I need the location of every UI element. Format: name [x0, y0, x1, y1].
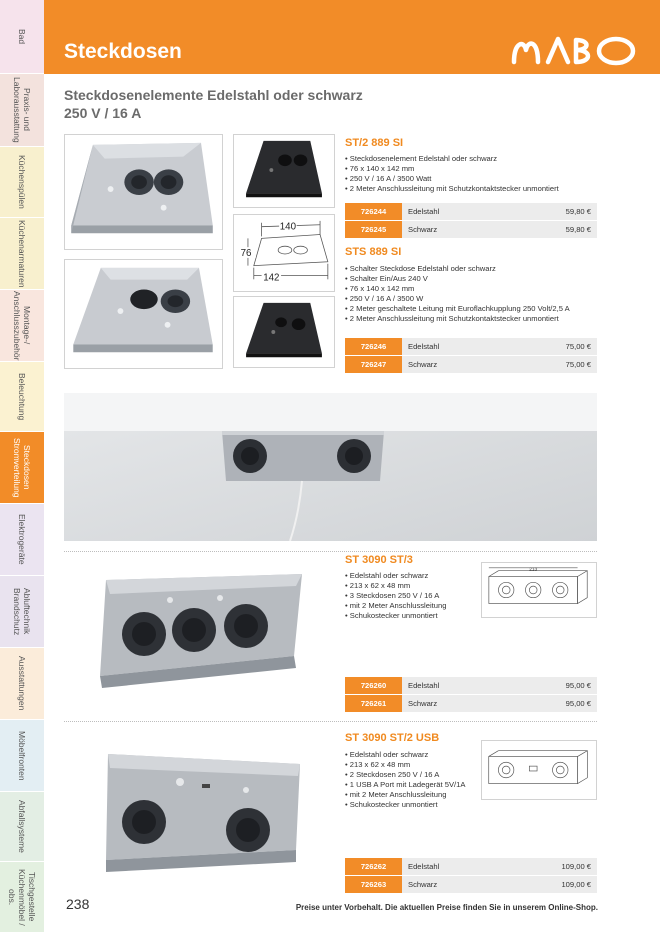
- sidebar-tab-steckdosen[interactable]: [0, 432, 44, 504]
- dim-side-label: 76: [240, 247, 252, 259]
- page-header: [44, 0, 660, 74]
- article-number: 726261: [345, 695, 402, 712]
- article-number: 726247: [345, 356, 402, 373]
- section-title-line2: 250 V / 16 A: [64, 105, 142, 121]
- dim-long-label: 213: [529, 567, 538, 573]
- product-title-st3090-3: ST 3090 ST/3: [345, 554, 413, 566]
- bullet-item: • 2 Steckdosen 250 V / 16 A: [345, 770, 465, 780]
- product-image-sts-schwarz: [233, 296, 335, 368]
- sidebar-tab-label: Abfallsysteme: [17, 800, 27, 853]
- price-value: 59,80 €: [565, 225, 591, 234]
- bullet-item: • Steckdosenelement Edelstahl oder schwarz: [345, 154, 559, 164]
- bullet-item: • 250 V / 16 A / 3500 W: [345, 294, 570, 304]
- price-value: 109,00 €: [561, 880, 591, 889]
- price-row: [345, 858, 597, 875]
- sidebar-tab-labor[interactable]: [0, 74, 44, 147]
- product-bullets-st3090-3: [345, 571, 446, 621]
- price-value: 109,00 €: [561, 862, 591, 871]
- footer-note: Preise unter Vorbehalt. Die aktuellen Preise finden Sie in unserem Online-Shop.: [295, 903, 598, 912]
- price-value: 59,80 €: [565, 207, 591, 216]
- variant-name: Schwarz: [408, 360, 438, 369]
- variant-name: Schwarz: [408, 225, 438, 234]
- installation-photo: [64, 393, 597, 541]
- sidebar-tab-abluft[interactable]: [0, 576, 44, 648]
- bullet-item: • Edelstahl oder schwarz: [345, 750, 465, 760]
- product-image-st2-schwarz: [233, 134, 335, 208]
- section-divider: [64, 721, 597, 722]
- product-bullets-st3090-usb: [345, 750, 465, 810]
- page-number: 238: [66, 896, 90, 912]
- product-title-st2: ST/2 889 SI: [345, 137, 404, 149]
- sidebar-tab-label: Beleuchtung: [17, 372, 27, 421]
- bullet-item: • Schalter Ein/Aus 240 V: [345, 274, 570, 284]
- sidebar-tab-bad[interactable]: [0, 0, 44, 74]
- bullet-item: • 76 x 140 x 142 mm: [345, 284, 570, 294]
- section-divider: [64, 551, 597, 552]
- bullet-item: • 1 USB A Port mit Ladegerät 5V/1A: [345, 780, 465, 790]
- variant-name: Schwarz: [408, 880, 438, 889]
- dimension-drawing-st3090-usb: [481, 740, 597, 800]
- sidebar-tab-label: Tischgestelle Küchenmöbel / obs.: [7, 868, 37, 926]
- price-value: 95,00 €: [565, 699, 591, 708]
- sidebar-tab-beleuchtung[interactable]: [0, 362, 44, 432]
- product-image-st3090-3: [64, 556, 334, 714]
- variant-name: Edelstahl: [408, 342, 440, 351]
- category-sidebar: [0, 0, 44, 933]
- mabo-logo: [510, 32, 640, 66]
- sidebar-tab-montage[interactable]: [0, 290, 44, 362]
- sidebar-tab-kuechenspuelen[interactable]: [0, 147, 44, 218]
- price-value: 95,00 €: [565, 681, 591, 690]
- price-value: 75,00 €: [565, 360, 591, 369]
- sidebar-tab-label: Praxis- und Laborausstattung: [12, 77, 32, 143]
- price-row: [345, 221, 597, 238]
- product-title-st3090-usb: ST 3090 ST/2 USB: [345, 732, 440, 744]
- section-title-line1: Steckdosenelemente Edelstahl oder schwarz: [64, 87, 363, 103]
- sidebar-tab-elektrogeraete[interactable]: [0, 504, 44, 576]
- bullet-item: • 213 x 62 x 48 mm: [345, 581, 446, 591]
- bullet-item: • 2 Meter Anschlussleitung mit Schutzkontaktstecker unmontiert: [345, 314, 570, 324]
- bullet-item: • Schalter Steckdose Edelstahl oder schwarz: [345, 264, 570, 274]
- sidebar-tab-label: Abluftechnik Brandschutz: [12, 587, 32, 636]
- price-row: [345, 677, 597, 694]
- article-number: 726245: [345, 221, 402, 238]
- sidebar-tab-label: Küchenspülen: [17, 155, 27, 209]
- bullet-item: • 213 x 62 x 48 mm: [345, 760, 465, 770]
- dimension-drawing-st3090-3: [481, 562, 597, 618]
- bullet-item: • Schukostecker unmontiert: [345, 800, 465, 810]
- sidebar-tab-abfallsysteme[interactable]: [0, 792, 44, 862]
- price-row: [345, 203, 597, 220]
- sidebar-tab-tischgestelle[interactable]: [0, 862, 44, 933]
- article-number: 726260: [345, 677, 402, 694]
- product-image-st3090-usb: [64, 734, 334, 894]
- dim-bottom-label: 142: [263, 272, 280, 284]
- price-row: [345, 338, 597, 355]
- product-image-st2-edelstahl: [64, 134, 223, 250]
- product-image-sts-edelstahl: [64, 259, 223, 369]
- dim-top-label: 140: [279, 221, 297, 233]
- product-bullets-st2: [345, 154, 559, 194]
- article-number: 726246: [345, 338, 402, 355]
- bullet-item: • 250 V / 16 A / 3500 Watt: [345, 174, 559, 184]
- sidebar-tab-label: Bad: [17, 28, 27, 45]
- bullet-item: • 2 Meter Anschlussleitung mit Schutzkontaktstecker unmontiert: [345, 184, 559, 194]
- sidebar-tab-label: Küchenarmaturen: [17, 219, 27, 288]
- price-row: [345, 876, 597, 893]
- price-row: [345, 356, 597, 373]
- variant-name: Edelstahl: [408, 207, 440, 216]
- sidebar-tab-label: Ausstattungen: [17, 656, 27, 711]
- variant-name: Edelstahl: [408, 681, 440, 690]
- article-number: 726244: [345, 203, 402, 220]
- variant-name: Edelstahl: [408, 862, 440, 871]
- article-number: 726263: [345, 876, 402, 893]
- sidebar-tab-moebelfronten[interactable]: [0, 720, 44, 792]
- bullet-item: • 2 Meter geschaltete Leitung mit Euroflachkupplung 250 Volt/2,5 A: [345, 304, 570, 314]
- sidebar-tab-label: Möbelfronten: [17, 730, 27, 781]
- variant-name: Schwarz: [408, 699, 438, 708]
- price-row: [345, 695, 597, 712]
- sidebar-tab-ausstattungen[interactable]: [0, 648, 44, 720]
- sidebar-tab-kuechenarmaturen[interactable]: [0, 218, 44, 290]
- sidebar-tab-label: Montage-/ Anschlusszubehör: [12, 290, 32, 361]
- section-title: [64, 86, 424, 122]
- bullet-item: • mit 2 Meter Anschlussleitung: [345, 790, 465, 800]
- article-number: 726262: [345, 858, 402, 875]
- dimension-drawing-889: [233, 214, 335, 292]
- bullet-item: • mit 2 Meter Anschlussleitung: [345, 601, 446, 611]
- bullet-item: • Edelstahl oder schwarz: [345, 571, 446, 581]
- sidebar-tab-label: Elektrogeräte: [17, 514, 27, 565]
- bullet-item: • Schukostecker unmontiert: [345, 611, 446, 621]
- bullet-item: • 3 Steckdosen 250 V / 16 A: [345, 591, 446, 601]
- bullet-item: • 76 x 140 x 142 mm: [345, 164, 559, 174]
- page-title: Steckdosen: [64, 40, 182, 63]
- price-value: 75,00 €: [565, 342, 591, 351]
- product-title-sts: STS 889 SI: [345, 246, 402, 258]
- product-bullets-sts: [345, 264, 570, 324]
- sidebar-tab-label: Steckdosen Stromverteilung: [12, 437, 32, 498]
